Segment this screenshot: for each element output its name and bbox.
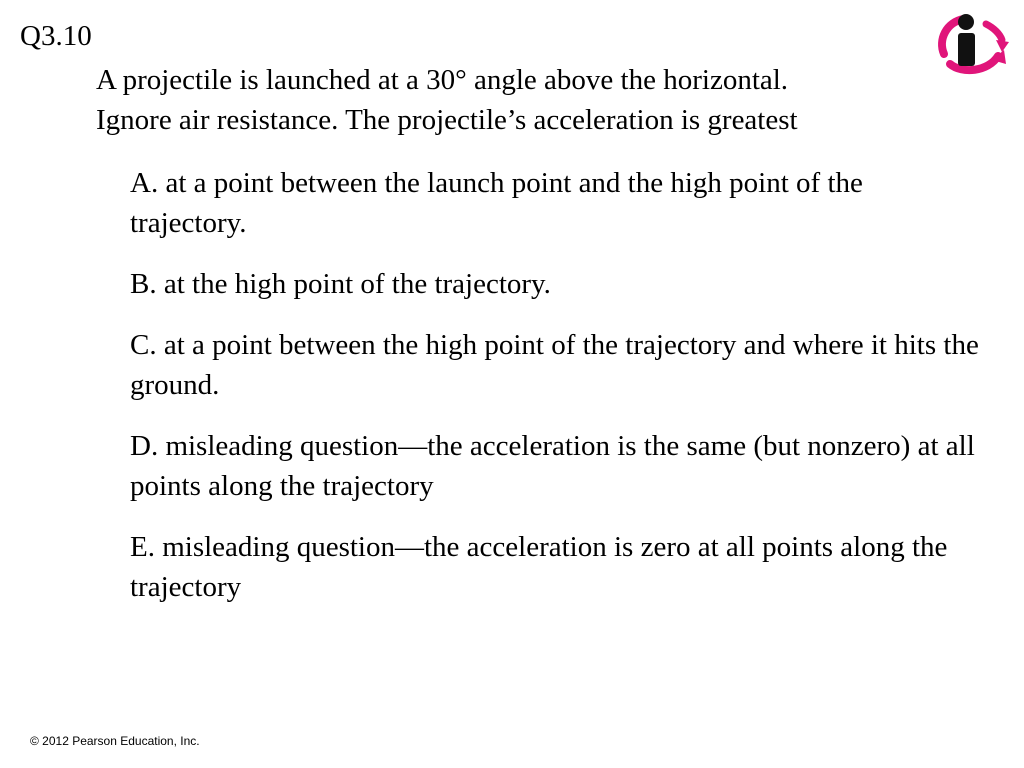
choice-b: B. at the high point of the trajectory. [130,268,551,300]
choice-c: C. at a point between the high point of the trajectory and where it hits the ground. [130,329,979,401]
question-line-1: A projectile is launched at a 30° angle above the horizontal. [96,64,789,96]
copyright-footer: © 2012 Pearson Education, Inc. [30,734,200,748]
choice-d: D. misleading question—the acceleration is the same (but nonzero) at all points along the trajectory [130,430,975,502]
clicker-question-icon [934,10,1010,76]
choice-a: A. at a point between the launch point and the high point of the trajectory. [130,167,863,239]
question-line-2: Ignore air resistance. The projectile’s acceleration is greatest [96,104,798,136]
choice-e: E. misleading question—the acceleration is zero at all points along the trajectory [130,531,948,603]
slide-number: Q3.10 [20,20,92,52]
answer-choices [130,163,980,628]
question-text [96,60,976,140]
